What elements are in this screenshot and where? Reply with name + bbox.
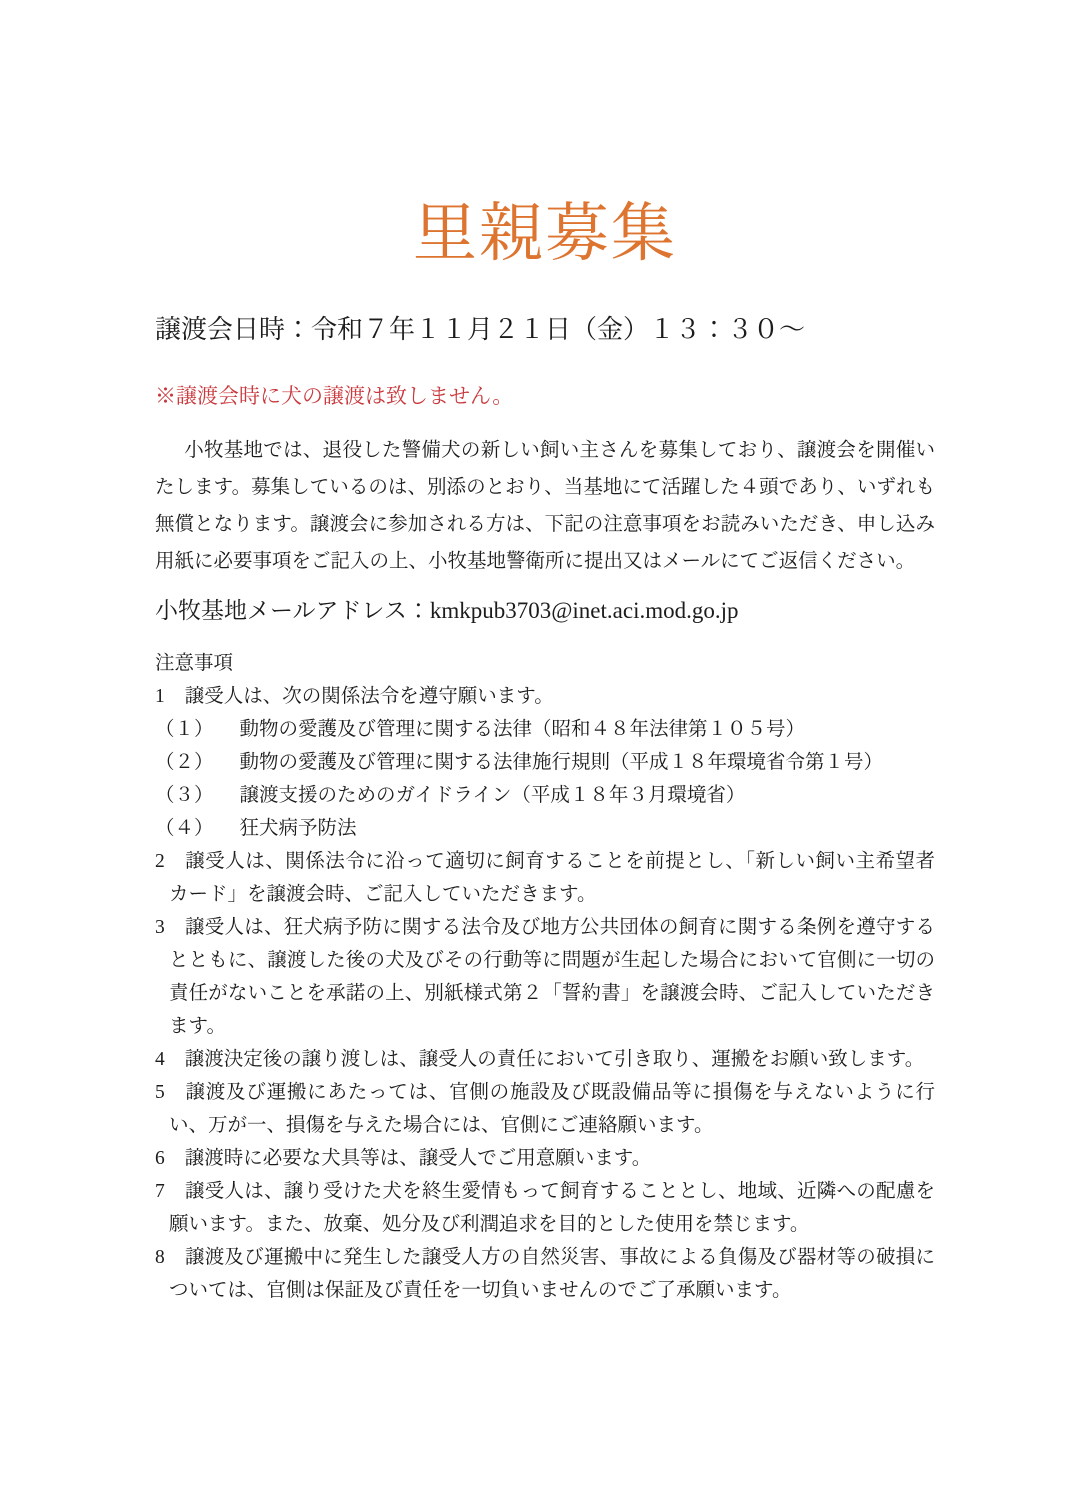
note-item-5	[155, 1076, 935, 1142]
note-item-text: 譲渡及び運搬にあたっては、官側の施設及び既設備品等に損傷を与えないように行い、万が一、損傷を与えた場合には、官側にご連絡願います。	[169, 1082, 935, 1137]
note-item-text: 譲渡時に必要な犬具等は、譲受人でご用意願います。	[184, 1148, 652, 1170]
note-item-number: 5	[155, 1082, 165, 1104]
note-item-text: 動物の愛護及び管理に関する法律施行規則（平成１８年環境省令第１号）	[239, 752, 884, 774]
note-subitem-3	[155, 779, 935, 812]
note-item-text: 譲渡決定後の譲り渡しは、譲受人の責任において引き取り、運搬をお願い致します。	[184, 1049, 925, 1071]
note-item-4	[155, 1043, 935, 1076]
note-item-text: 動物の愛護及び管理に関する法律（昭和４８年法律第１０５号）	[239, 719, 806, 741]
note-item-8	[155, 1241, 935, 1307]
note-item-text: 譲受人は、次の関係法令を遵守願います。	[184, 686, 554, 708]
note-item-2	[155, 845, 935, 911]
notes-heading: 注意事項	[155, 653, 234, 675]
email-line: 小牧基地メールアドレス：kmkpub3703@inet.aci.mod.go.jp	[155, 597, 739, 623]
note-item-text: 譲受人は、関係法令に沿って適切に飼育することを前提とし、「新しい飼い主希望者カード」を譲渡会時、ご記入していただきます。	[169, 851, 935, 906]
note-item-number: （１）	[155, 719, 214, 741]
note-item-7	[155, 1175, 935, 1241]
note-item-text: 譲渡支援のためのガイドライン（平成１８年３月環境省）	[239, 785, 746, 807]
note-subitem-4	[155, 812, 935, 845]
note-item-3	[155, 911, 935, 1043]
notes-section	[155, 647, 935, 1307]
note-item-text: 譲受人は、狂犬病予防に関する法令及び地方公共団体の飼育に関する条例を遵守するとともに、譲渡した後の犬及びその行動等に問題が生起した場合において官側に一切の責任がないことを承諾の上、別紙様式第２「誓約書」を譲渡会時、ご記入していただきます。	[169, 917, 935, 1038]
note-subitem-1	[155, 713, 935, 746]
note-subitem-2	[155, 746, 935, 779]
note-item-number: 8	[155, 1247, 165, 1269]
note-item-6	[155, 1142, 935, 1175]
note-item-number: （４）	[155, 818, 214, 840]
warning-note: ※譲渡会時に犬の譲渡は致しません。	[155, 384, 514, 409]
note-item-number: 7	[155, 1181, 165, 1203]
event-datetime-heading: 譲渡会日時：令和７年１１月２１日（金）１３：３０～	[155, 315, 806, 344]
note-item-text: 譲渡及び運搬中に発生した譲受人方の自然災害、事故による負傷及び器材等の破損については、官側は保証及び責任を一切負いませんのでご了承願います。	[169, 1247, 935, 1302]
note-item-number: （２）	[155, 752, 214, 774]
note-item-1	[155, 680, 935, 713]
note-item-number: 3	[155, 917, 165, 939]
note-item-number: 1	[155, 686, 165, 708]
note-item-number: （３）	[155, 785, 214, 807]
note-item-text: 譲受人は、譲り受けた犬を終生愛情もって飼育することとし、地域、近隣への配慮を願います。また、放棄、処分及び利潤追求を目的とした使用を禁じます。	[169, 1181, 935, 1236]
note-item-number: 6	[155, 1148, 165, 1170]
note-item-number: 4	[155, 1049, 165, 1071]
note-item-number: 2	[155, 851, 165, 873]
page-title: 里親募集	[413, 198, 677, 269]
note-item-text: 狂犬病予防法	[239, 818, 357, 840]
intro-paragraph: 小牧基地では、退役した警備犬の新しい飼い主さんを募集しており、譲渡会を開催いたします。募集しているのは、別添のとおり、当基地にて活躍した４頭であり、いずれも無償となります。譲渡会に参加される方は、下記の注意事項をお読みいただき、申し込み用紙に必要事項をご記入の上、小牧基地警衛所に提出又はメールにてご返信ください。	[155, 439, 935, 572]
